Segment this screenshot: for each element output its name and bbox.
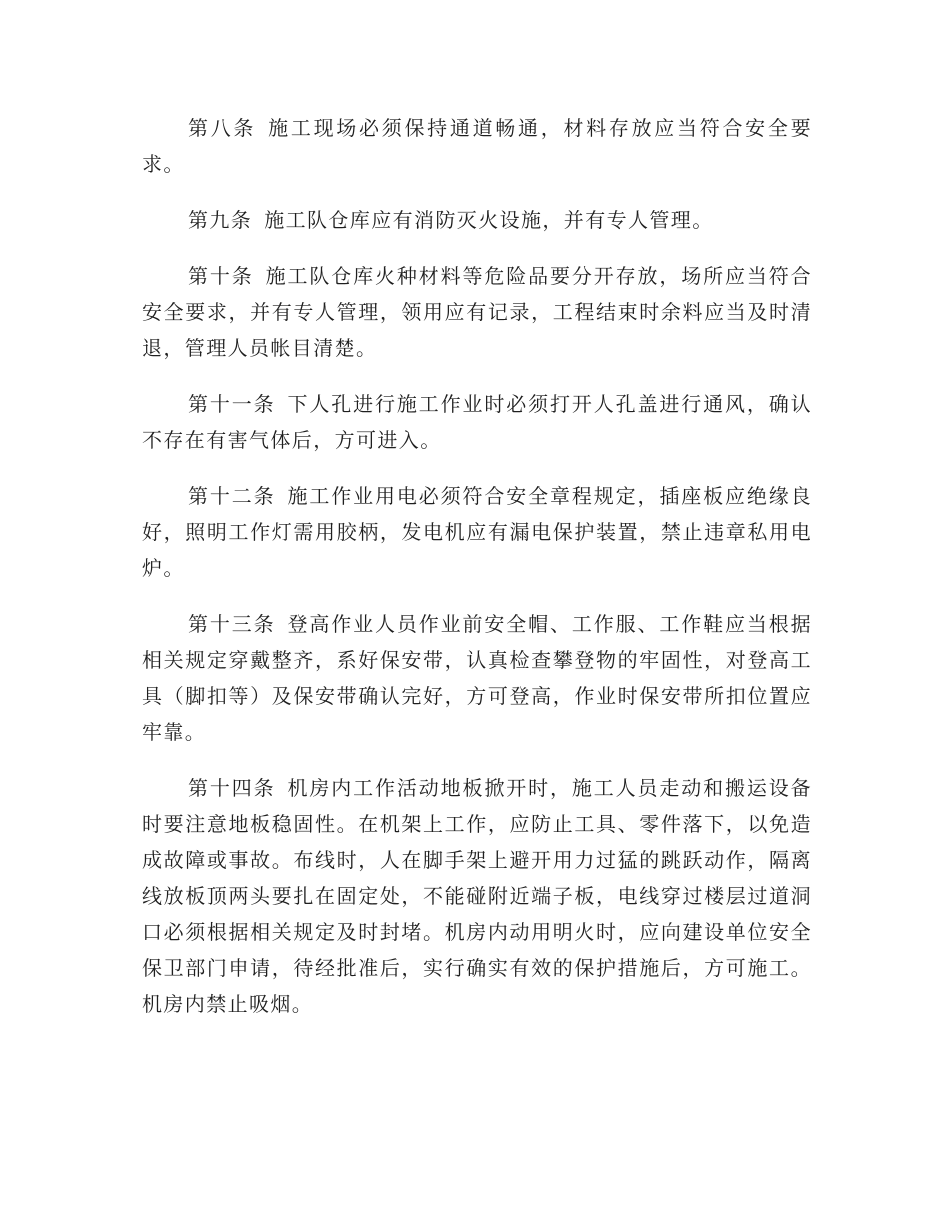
clause-13 <box>142 606 812 750</box>
clause-text: 登高作业人员作业前安全帽、工作服、工作鞋应当根据相关规定穿戴整齐，系好保安带，认真检查攀登物的牢固性，对登高工具（脚扣等）及保安带确认完好，方可登高，作业时保安带所扣位置应牢靠。 <box>142 612 812 744</box>
clause-text: 施工现场必须保持通道畅通，材料存放应当符合安全要求。 <box>142 116 812 176</box>
clause-text: 施工作业用电必须符合安全章程规定，插座板应绝缘良好，照明工作灯需用胶柄，发电机应有漏电保护装置，禁止违章私用电炉。 <box>142 484 812 580</box>
clause-text: 施工队仓库应有消防灭火设施，并有专人管理。 <box>264 208 714 232</box>
clause-text: 下人孔进行施工作业时必须打开人孔盖进行通风，确认不存在有害气体后，方可进入。 <box>142 392 812 452</box>
clause-8 <box>142 110 812 182</box>
document-body <box>142 110 812 1042</box>
clause-number: 第九条 <box>188 208 253 232</box>
clause-number: 第八条 <box>188 116 257 140</box>
clause-text: 施工队仓库火种材料等危险品要分开存放，场所应当符合安全要求，并有专人管理，领用应有记录，工程结束时余料应当及时清退，管理人员帐目清楚。 <box>142 264 812 360</box>
clause-number: 第十条 <box>188 264 254 288</box>
clause-11 <box>142 386 812 458</box>
clause-number: 第十四条 <box>188 776 276 800</box>
clause-12 <box>142 478 812 586</box>
clause-14 <box>142 770 812 1022</box>
clause-number: 第十一条 <box>188 392 276 416</box>
clause-text: 机房内工作活动地板掀开时，施工人员走动和搬运设备时要注意地板稳固性。在机架上工作，应防止工具、零件落下，以免造成故障或事故。布线时，人在脚手架上避开用力过猛的跳跃动作，隔离线放板顶两头要扎在固定处，不能碰附近端子板，电线穿过楼层过道洞口必须根据相关规定及时封堵。机房内动用明火时，应向建设单位安全保卫部门申请，待经批准后，实行确实有效的保护措施后，方可施工。机房内禁止吸烟。 <box>142 776 812 1016</box>
clause-number: 第十二条 <box>188 484 276 508</box>
clause-number: 第十三条 <box>188 612 276 636</box>
clause-10 <box>142 258 812 366</box>
clause-9 <box>142 202 812 238</box>
